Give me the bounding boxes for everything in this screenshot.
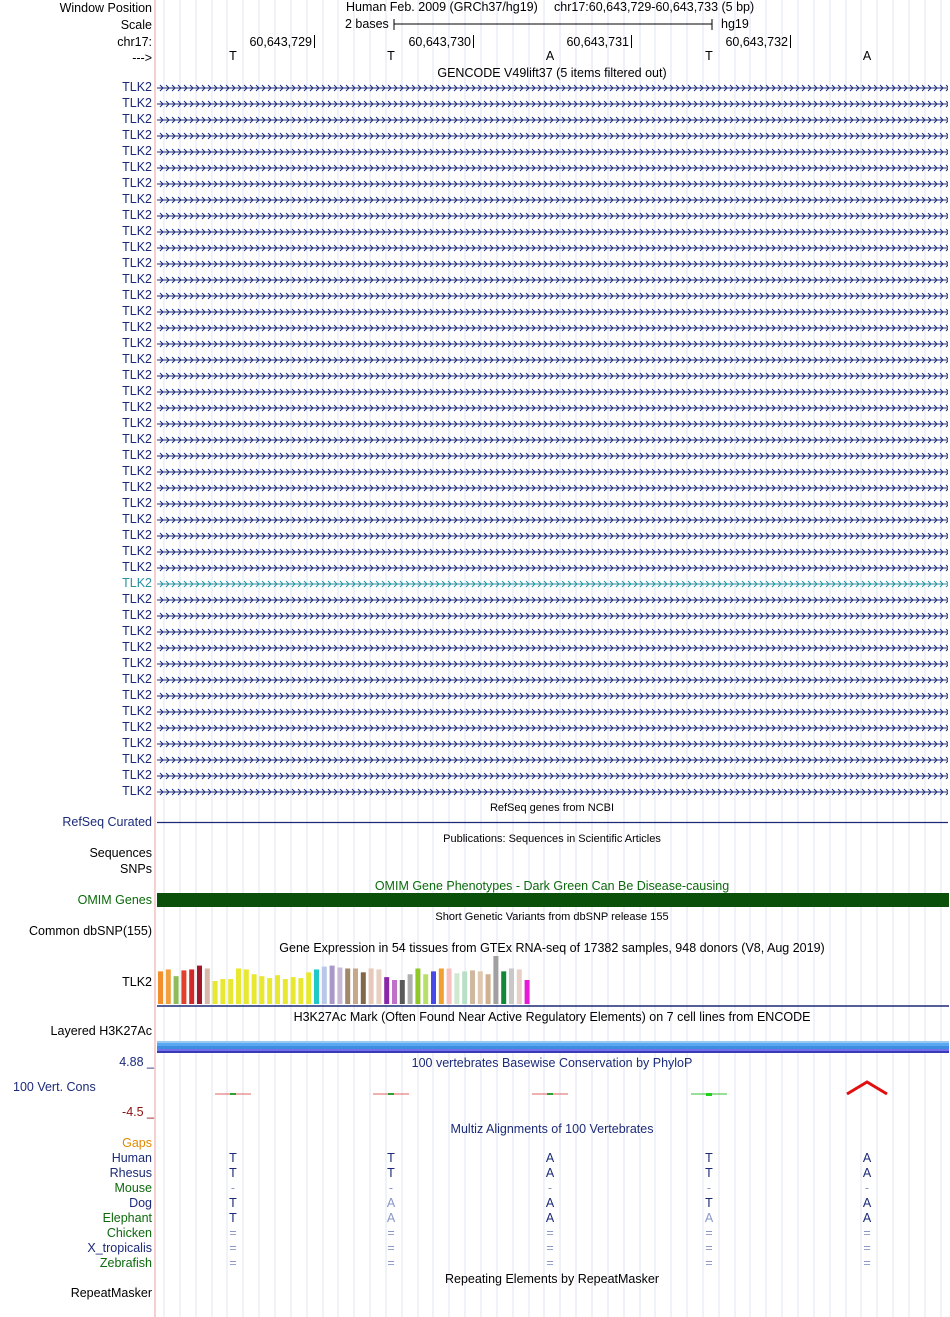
gtex-tissue-bar[interactable] bbox=[439, 968, 444, 1004]
gtex-tissue-bar[interactable] bbox=[283, 979, 288, 1004]
dbsnp-track-title[interactable]: Short Genetic Variants from dbSNP release 155 bbox=[435, 911, 669, 923]
gencode-transcript-line[interactable] bbox=[157, 720, 948, 735]
gencode-transcript-label[interactable]: TLK2 bbox=[122, 624, 152, 638]
gtex-tissue-bar[interactable] bbox=[525, 980, 530, 1004]
gencode-transcript-line[interactable] bbox=[157, 592, 948, 607]
gtex-tissue-bar[interactable] bbox=[384, 977, 389, 1004]
gencode-transcript-line[interactable] bbox=[157, 352, 948, 367]
gencode-transcript-label[interactable]: TLK2 bbox=[122, 576, 152, 590]
multiz-aligned-base: A bbox=[862, 1211, 872, 1225]
gencode-transcript-label[interactable]: TLK2 bbox=[122, 496, 152, 510]
multiz-aligned-base: T bbox=[229, 1151, 237, 1165]
multiz-aligned-base: - bbox=[547, 1181, 553, 1195]
h3k27ac-signal[interactable] bbox=[157, 1041, 949, 1054]
gtex-tissue-bar[interactable] bbox=[431, 971, 436, 1004]
multiz-aligned-base: T bbox=[229, 1211, 237, 1225]
reference-base: T bbox=[229, 49, 237, 63]
chrom-label: chr17: bbox=[117, 35, 152, 49]
multiz-aligned-base: T bbox=[229, 1196, 237, 1210]
multiz-aligned-base: A bbox=[862, 1196, 872, 1210]
gencode-transcript-line[interactable] bbox=[157, 768, 948, 783]
gencode-transcript-line[interactable] bbox=[157, 624, 948, 639]
ruler-position-label: 60,643,730 bbox=[408, 35, 471, 49]
assembly-label: hg19 bbox=[721, 17, 749, 31]
gencode-transcript-label[interactable]: TLK2 bbox=[122, 608, 152, 622]
phylop-min-value: -4.5 _ bbox=[122, 1105, 154, 1119]
multiz-aligned-base: = bbox=[546, 1241, 554, 1255]
multiz-aligned-base: T bbox=[387, 1166, 395, 1180]
gencode-transcript-line[interactable] bbox=[157, 672, 948, 687]
reference-base: T bbox=[705, 49, 713, 63]
gtex-tissue-bar[interactable] bbox=[408, 974, 413, 1004]
gencode-transcript-line[interactable] bbox=[157, 320, 948, 335]
multiz-aligned-base: = bbox=[387, 1241, 395, 1255]
reference-base: A bbox=[862, 49, 872, 63]
gencode-transcript-label[interactable]: TLK2 bbox=[122, 192, 152, 206]
multiz-species-label[interactable]: Rhesus bbox=[109, 1166, 152, 1180]
gencode-transcript-label[interactable]: TLK2 bbox=[122, 688, 152, 702]
gencode-transcript-line[interactable] bbox=[157, 416, 948, 431]
scale-text: 2 bases bbox=[345, 17, 389, 31]
multiz-species-label[interactable]: Mouse bbox=[114, 1181, 152, 1195]
gencode-transcript-label[interactable]: TLK2 bbox=[122, 208, 152, 222]
gencode-transcript-label[interactable]: TLK2 bbox=[122, 352, 152, 366]
multiz-aligned-base: A bbox=[545, 1151, 555, 1165]
multiz-aligned-base: A bbox=[386, 1196, 396, 1210]
gtex-tissue-bar[interactable] bbox=[486, 974, 491, 1004]
window-coordinates[interactable]: chr17:60,643,729-60,643,733 (5 bp) bbox=[554, 0, 755, 14]
gencode-transcript-label[interactable]: TLK2 bbox=[122, 752, 152, 766]
gencode-transcript-label[interactable]: TLK2 bbox=[122, 784, 152, 798]
refseq-track-title[interactable]: RefSeq genes from NCBI bbox=[489, 802, 615, 814]
gencode-transcript-label[interactable]: TLK2 bbox=[122, 384, 152, 398]
gencode-transcript-line[interactable] bbox=[157, 256, 948, 271]
gtex-tissue-bar[interactable] bbox=[509, 968, 514, 1004]
gencode-transcript-line[interactable] bbox=[157, 288, 948, 303]
multiz-track-title[interactable]: Multiz Alignments of 100 Vertebrates bbox=[450, 1122, 654, 1136]
gtex-tissue-bar[interactable] bbox=[337, 968, 342, 1004]
gencode-transcript-line[interactable] bbox=[157, 112, 948, 127]
multiz-aligned-base: T bbox=[387, 1151, 395, 1165]
multiz-aligned-base: = bbox=[705, 1241, 713, 1255]
multiz-aligned-base: A bbox=[545, 1211, 555, 1225]
gencode-transcript-line[interactable] bbox=[157, 208, 948, 223]
gtex-tissue-bar[interactable] bbox=[454, 973, 459, 1004]
gencode-transcript-label[interactable]: TLK2 bbox=[122, 592, 152, 606]
gtex-tissue-bar[interactable] bbox=[244, 969, 249, 1004]
gencode-transcript-label[interactable]: TLK2 bbox=[122, 720, 152, 734]
gtex-track-title[interactable]: Gene Expression in 54 tissues from GTEx RNA-seq of 17382 samples, 948 donors (V8, Aug 2019) bbox=[279, 941, 825, 955]
gencode-transcript-label[interactable]: TLK2 bbox=[122, 656, 152, 670]
gencode-transcript-label[interactable]: TLK2 bbox=[122, 224, 152, 238]
gtex-tissue-bar[interactable] bbox=[197, 966, 202, 1004]
multiz-aligned-base: T bbox=[229, 1166, 237, 1180]
gtex-tissue-bar[interactable] bbox=[252, 974, 257, 1004]
multiz-aligned-base: A bbox=[386, 1211, 396, 1225]
gtex-tissue-bar[interactable] bbox=[228, 979, 233, 1004]
multiz-species-label[interactable]: Dog bbox=[129, 1196, 152, 1210]
gencode-transcript-label[interactable]: TLK2 bbox=[122, 416, 152, 430]
gtex-gene-label[interactable]: TLK2 bbox=[122, 975, 152, 989]
gencode-transcript-label[interactable]: TLK2 bbox=[122, 288, 152, 302]
refseq-gene-line[interactable] bbox=[157, 815, 948, 830]
multiz-aligned-base: T bbox=[705, 1196, 713, 1210]
window-title: Human Feb. 2009 (GRCh37/hg19) bbox=[346, 0, 538, 14]
reference-base: T bbox=[387, 49, 395, 63]
multiz-aligned-base: = bbox=[705, 1226, 713, 1240]
multiz-aligned-base: A bbox=[862, 1151, 872, 1165]
gencode-transcript-line[interactable] bbox=[157, 432, 948, 447]
gtex-tissue-bar[interactable] bbox=[423, 974, 428, 1004]
refseq-curated-label[interactable]: RefSeq Curated bbox=[62, 815, 152, 829]
multiz-species-label[interactable]: X_tropicalis bbox=[87, 1241, 152, 1255]
gencode-transcript-line[interactable] bbox=[157, 144, 948, 159]
multiz-aligned-base: = bbox=[863, 1256, 871, 1270]
gencode-transcript-label[interactable]: TLK2 bbox=[122, 768, 152, 782]
gtex-tissue-bar[interactable] bbox=[298, 978, 303, 1004]
gencode-transcript-line[interactable] bbox=[157, 544, 948, 559]
multiz-aligned-base: A bbox=[545, 1196, 555, 1210]
multiz-aligned-base: A bbox=[704, 1211, 714, 1225]
gtex-tissue-bar[interactable] bbox=[392, 980, 397, 1004]
scale-label: Scale bbox=[120, 18, 152, 32]
gencode-transcript-line[interactable] bbox=[157, 400, 948, 415]
gencode-transcript-line[interactable] bbox=[157, 576, 948, 591]
gtex-tissue-bar[interactable] bbox=[361, 972, 366, 1004]
gencode-transcript-label[interactable]: TLK2 bbox=[122, 96, 152, 110]
gencode-transcript-line[interactable] bbox=[157, 736, 948, 751]
gtex-tissue-bar[interactable] bbox=[236, 968, 241, 1004]
phylop-score-bar bbox=[547, 1093, 553, 1095]
gtex-tissue-bar[interactable] bbox=[259, 976, 264, 1004]
multiz-species-label[interactable]: Elephant bbox=[102, 1211, 152, 1225]
gencode-transcript-label[interactable]: TLK2 bbox=[122, 560, 152, 574]
omim-gene-bar[interactable] bbox=[157, 893, 949, 907]
ruler-position-label: 60,643,729 bbox=[249, 35, 312, 49]
gencode-transcript-line[interactable] bbox=[157, 656, 948, 671]
h3k27ac-label[interactable]: Layered H3K27Ac bbox=[50, 1024, 152, 1038]
gtex-tissue-bar[interactable] bbox=[501, 971, 506, 1004]
gtex-tissue-bar[interactable] bbox=[470, 970, 475, 1004]
omim-genes-label[interactable]: OMIM Genes bbox=[77, 893, 152, 907]
gencode-transcript-line[interactable] bbox=[157, 80, 948, 95]
multiz-species-label[interactable]: Chicken bbox=[106, 1226, 152, 1240]
publications-snps-label[interactable]: SNPs bbox=[120, 862, 152, 876]
gencode-transcript-line[interactable] bbox=[157, 160, 948, 175]
gtex-tissue-bar[interactable] bbox=[517, 969, 522, 1004]
gtex-tissue-bar[interactable] bbox=[181, 970, 186, 1004]
gencode-transcript-line[interactable] bbox=[157, 192, 948, 207]
phylop-label[interactable]: 100 Vert. Cons bbox=[13, 1080, 96, 1094]
multiz-gaps-label[interactable]: Gaps bbox=[122, 1136, 152, 1150]
ruler-position-label: 60,643,732 bbox=[725, 35, 788, 49]
gencode-transcript-line[interactable] bbox=[157, 384, 948, 399]
gencode-transcript-line[interactable] bbox=[157, 224, 948, 239]
gencode-transcript-label[interactable]: TLK2 bbox=[122, 736, 152, 750]
multiz-aligned-base: - bbox=[864, 1181, 870, 1195]
multiz-aligned-base: = bbox=[229, 1241, 237, 1255]
gtex-tissue-bar[interactable] bbox=[415, 968, 420, 1004]
ruler-position-label: 60,643,731 bbox=[566, 35, 629, 49]
phylop-score-bar bbox=[706, 1093, 712, 1096]
gencode-transcript-label[interactable]: TLK2 bbox=[122, 400, 152, 414]
multiz-aligned-base: = bbox=[387, 1226, 395, 1240]
gencode-transcript-label[interactable]: TLK2 bbox=[122, 176, 152, 190]
gtex-tissue-bar[interactable] bbox=[478, 971, 483, 1004]
multiz-aligned-base: = bbox=[387, 1256, 395, 1270]
gencode-transcript-label[interactable]: TLK2 bbox=[122, 240, 152, 254]
gencode-transcript-label[interactable]: TLK2 bbox=[122, 80, 152, 94]
ruler-tick bbox=[473, 35, 474, 48]
gencode-transcript-label[interactable]: TLK2 bbox=[122, 272, 152, 286]
h3k27ac-track-title[interactable]: H3K27Ac Mark (Often Found Near Active Regulatory Elements) on 7 cell lines from ENCODE bbox=[293, 1010, 811, 1024]
phylop-score-bar bbox=[388, 1093, 394, 1095]
omim-track-title[interactable]: OMIM Gene Phenotypes - Dark Green Can Be Disease-causing bbox=[374, 879, 730, 893]
scale-bar bbox=[393, 17, 715, 31]
gtex-tissue-bar[interactable] bbox=[369, 968, 374, 1004]
ruler-tick bbox=[314, 35, 315, 48]
gencode-transcript-line[interactable] bbox=[157, 528, 948, 543]
gencode-transcript-line[interactable] bbox=[157, 96, 948, 111]
gtex-expression-chart[interactable] bbox=[157, 955, 949, 1007]
window-position-label: Window Position bbox=[59, 1, 152, 15]
gencode-transcript-label[interactable]: TLK2 bbox=[122, 304, 152, 318]
gencode-transcript-line[interactable] bbox=[157, 128, 948, 143]
multiz-species-label[interactable]: Zebrafish bbox=[99, 1256, 152, 1270]
gtex-tissue-bar[interactable] bbox=[400, 980, 405, 1004]
repeatmasker-track-title[interactable]: Repeating Elements by RepeatMasker bbox=[444, 1272, 660, 1286]
gencode-transcript-line[interactable] bbox=[157, 688, 948, 703]
gtex-tissue-bar[interactable] bbox=[330, 966, 335, 1004]
multiz-aligned-base: - bbox=[706, 1181, 712, 1195]
gencode-transcript-line[interactable] bbox=[157, 640, 948, 655]
gtex-tissue-bar[interactable] bbox=[166, 969, 171, 1004]
phylop-score-bar bbox=[230, 1093, 236, 1095]
phylop-track-title[interactable]: 100 vertebrates Basewise Conservation by PhyloP bbox=[411, 1056, 693, 1070]
gencode-transcript-label[interactable]: TLK2 bbox=[122, 512, 152, 526]
gtex-tissue-bar[interactable] bbox=[447, 968, 452, 1004]
gencode-transcript-label[interactable]: TLK2 bbox=[122, 128, 152, 142]
phylop-scores[interactable] bbox=[157, 1068, 949, 1118]
multiz-aligned-base: A bbox=[545, 1166, 555, 1180]
multiz-aligned-base: = bbox=[546, 1226, 554, 1240]
publications-sequences-label[interactable]: Sequences bbox=[89, 846, 152, 860]
gencode-transcript-label[interactable]: TLK2 bbox=[122, 448, 152, 462]
multiz-aligned-base: A bbox=[862, 1166, 872, 1180]
phylop-score-mark bbox=[847, 1082, 887, 1094]
gtex-tissue-bar[interactable] bbox=[306, 972, 311, 1004]
gencode-transcript-line[interactable] bbox=[157, 448, 948, 463]
gencode-transcript-label[interactable]: TLK2 bbox=[122, 256, 152, 270]
gencode-transcript-line[interactable] bbox=[157, 784, 948, 799]
gencode-transcript-line[interactable] bbox=[157, 464, 948, 479]
multiz-aligned-base: = bbox=[863, 1241, 871, 1255]
multiz-aligned-base: - bbox=[230, 1181, 236, 1195]
gencode-transcript-line[interactable] bbox=[157, 704, 948, 719]
gtex-tissue-bar[interactable] bbox=[462, 971, 467, 1004]
gencode-transcript-line[interactable] bbox=[157, 560, 948, 575]
multiz-aligned-base: = bbox=[229, 1256, 237, 1270]
multiz-aligned-base: T bbox=[705, 1151, 713, 1165]
gencode-transcript-label[interactable]: TLK2 bbox=[122, 432, 152, 446]
gencode-transcript-line[interactable] bbox=[157, 480, 948, 495]
gtex-tissue-bar[interactable] bbox=[493, 956, 498, 1004]
gencode-transcript-line[interactable] bbox=[157, 496, 948, 511]
ruler-tick bbox=[790, 35, 791, 48]
gtex-tissue-bar[interactable] bbox=[189, 969, 194, 1004]
gencode-transcript-line[interactable] bbox=[157, 336, 948, 351]
multiz-aligned-base: = bbox=[705, 1256, 713, 1270]
gencode-transcript-line[interactable] bbox=[157, 368, 948, 383]
gencode-transcript-label[interactable]: TLK2 bbox=[122, 368, 152, 382]
gencode-transcript-line[interactable] bbox=[157, 608, 948, 623]
multiz-aligned-base: - bbox=[388, 1181, 394, 1195]
gencode-transcript-label[interactable]: TLK2 bbox=[122, 160, 152, 174]
gencode-transcript-line[interactable] bbox=[157, 512, 948, 527]
publications-track-title[interactable]: Publications: Sequences in Scientific Articles bbox=[443, 833, 661, 845]
gtex-tissue-bar[interactable] bbox=[213, 981, 218, 1004]
multiz-aligned-base: = bbox=[229, 1226, 237, 1240]
gencode-transcript-label[interactable]: TLK2 bbox=[122, 528, 152, 542]
gencode-transcript-label[interactable]: TLK2 bbox=[122, 336, 152, 350]
gencode-transcript-label[interactable]: TLK2 bbox=[122, 640, 152, 654]
gtex-tissue-bar[interactable] bbox=[205, 968, 210, 1004]
gtex-tissue-bar[interactable] bbox=[174, 976, 179, 1004]
gencode-transcript-label[interactable]: TLK2 bbox=[122, 464, 152, 478]
gtex-tissue-bar[interactable] bbox=[353, 968, 358, 1004]
repeatmasker-label[interactable]: RepeatMasker bbox=[70, 1286, 152, 1300]
gtex-tissue-bar[interactable] bbox=[220, 979, 225, 1004]
phylop-max-value: 4.88 _ bbox=[119, 1055, 154, 1069]
strand-direction: ---> bbox=[132, 51, 152, 65]
gencode-transcript-label[interactable]: TLK2 bbox=[122, 320, 152, 334]
gtex-tissue-bar[interactable] bbox=[345, 968, 350, 1004]
gencode-transcript-line[interactable] bbox=[157, 240, 948, 255]
multiz-aligned-base: = bbox=[546, 1256, 554, 1270]
multiz-species-label[interactable]: Human bbox=[111, 1151, 152, 1165]
multiz-aligned-base: = bbox=[863, 1226, 871, 1240]
gencode-transcript-label[interactable]: TLK2 bbox=[122, 112, 152, 126]
gencode-transcript-label[interactable]: TLK2 bbox=[122, 544, 152, 558]
gtex-tissue-bar[interactable] bbox=[291, 977, 296, 1004]
reference-base: A bbox=[545, 49, 555, 63]
gencode-transcript-label[interactable]: TLK2 bbox=[122, 144, 152, 158]
gtex-tissue-bar[interactable] bbox=[322, 967, 327, 1004]
dbsnp-label[interactable]: Common dbSNP(155) bbox=[29, 924, 152, 938]
gencode-transcript-line[interactable] bbox=[157, 272, 948, 287]
gtex-tissue-bar[interactable] bbox=[376, 969, 381, 1004]
gtex-tissue-bar[interactable] bbox=[314, 969, 319, 1004]
gencode-transcript-label[interactable]: TLK2 bbox=[122, 672, 152, 686]
gencode-transcript-label[interactable]: TLK2 bbox=[122, 480, 152, 494]
gencode-track-title[interactable]: GENCODE V49lift37 (5 items filtered out) bbox=[437, 66, 667, 80]
ruler-tick bbox=[631, 35, 632, 48]
gtex-tissue-bar[interactable] bbox=[275, 975, 280, 1004]
gencode-transcript-line[interactable] bbox=[157, 752, 948, 767]
gencode-transcript-label[interactable]: TLK2 bbox=[122, 704, 152, 718]
gtex-tissue-bar[interactable] bbox=[267, 978, 272, 1004]
gencode-transcript-line[interactable] bbox=[157, 176, 948, 191]
gencode-transcript-line[interactable] bbox=[157, 304, 948, 319]
gtex-tissue-bar[interactable] bbox=[158, 971, 163, 1004]
multiz-aligned-base: T bbox=[705, 1166, 713, 1180]
